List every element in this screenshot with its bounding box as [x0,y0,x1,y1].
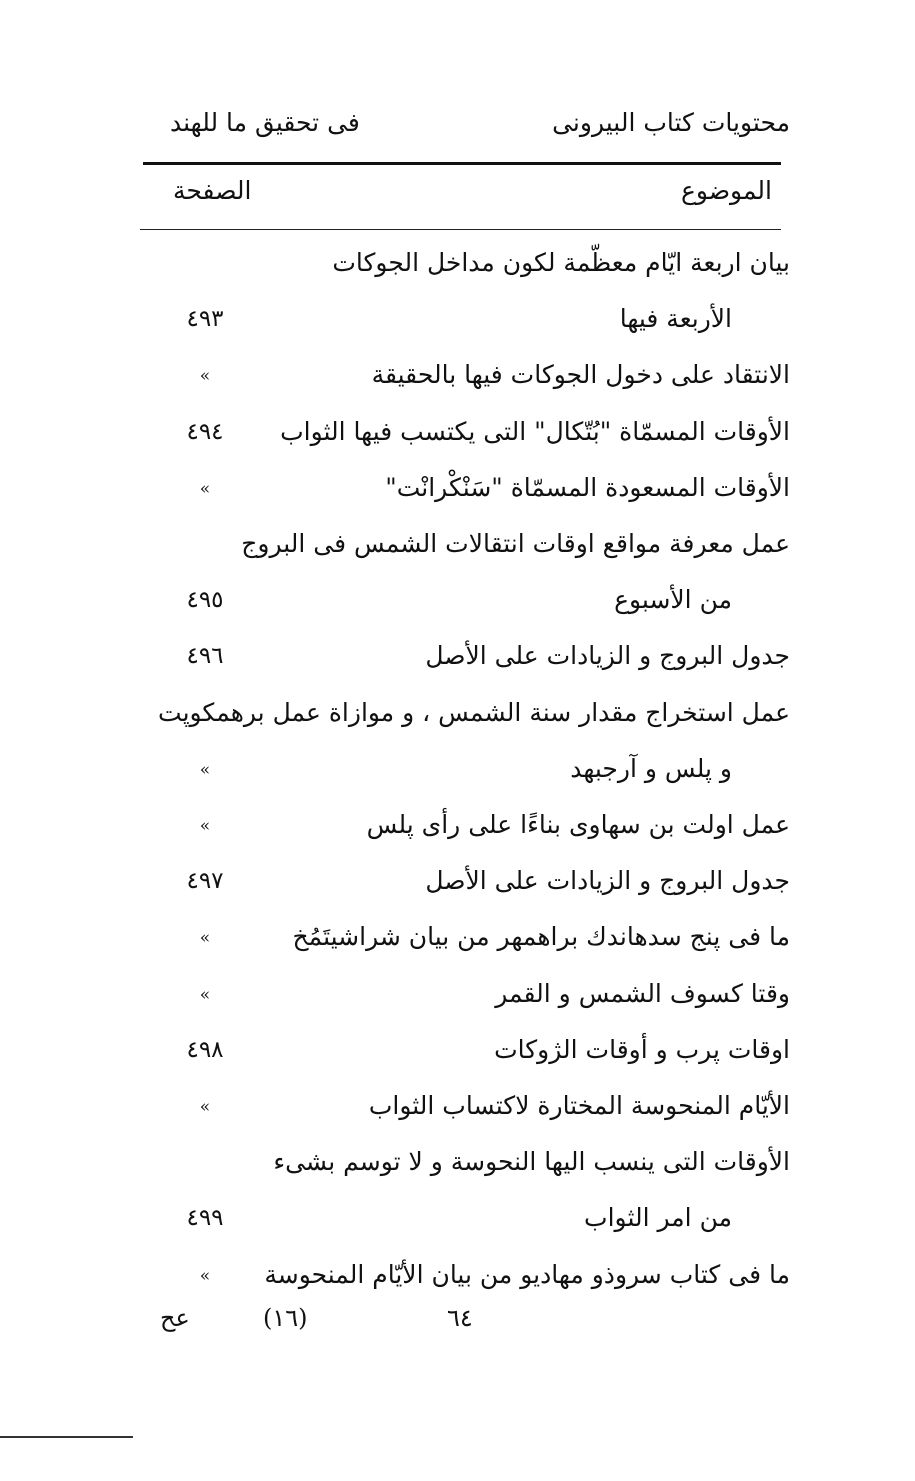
entry-topic-text: الأوقات المسعودة المسمّاة "سَنْكْرانْت" [385,472,790,502]
contents-entry [150,746,790,802]
entry-page-number: » [199,366,211,387]
entry-topic-text: عمل اولت بن سهاوی بناءًا علی رأی پلس [366,810,790,839]
entry-topic-text: و پلس و آرجبهد [570,753,732,783]
running-head-subtitle: فی تحقیق ما للهند [170,108,360,137]
contents-entry [150,1252,790,1308]
sheet-number: (١٦) [263,1304,308,1332]
contents-entry [150,1139,790,1195]
contents-entry [150,690,790,746]
column-header-rule [140,229,781,230]
entry-topic-text: الأوقات التی ینسب الیها النحوسة و لا توسم بشیء [273,1147,790,1177]
header-rule [143,162,781,165]
entry-page-number: ٤٩٧ [186,868,224,895]
page-edge-line [0,1436,133,1438]
entry-topic-text: عمل استخراج مقدار سنة الشمس ، و موازاة عمل برهمكوپت [158,697,790,727]
page-footer [145,1304,485,1344]
entry-topic-text: جدول البروج و الزیادات علی الأصل [425,866,790,896]
contents-entry [150,296,790,352]
contents-entry [150,1083,790,1139]
contents-entry [150,521,790,577]
entry-page-number: » [199,816,211,836]
contents-entry [150,858,790,914]
entry-page-number: ٤٩٤ [186,418,224,445]
entry-page-number: » [199,928,211,949]
entry-topic-text: الانتقاد علی دخول الجوكات فیها بالحقیقة [371,360,790,390]
page-number: ٦٤ [447,1304,473,1332]
column-header-page: الصفحة [173,176,252,205]
entry-topic-text: من امر الثواب [584,1203,732,1233]
entry-topic-text: اوقات پرب و أوقات الژوكات [494,1034,790,1064]
contents-entry [150,240,790,296]
contents-entry [150,802,790,858]
contents-entry [150,1195,790,1251]
running-head [145,108,790,148]
contents-entry [150,971,790,1027]
entry-page-number: » [199,984,211,1005]
entry-topic-text: عمل معرفة مواقع اوقات انتقالات الشمس فی البروج [241,529,790,558]
entry-page-number: » [199,1097,211,1117]
contents-entry [150,914,790,970]
entry-topic-text: جدول البروج و الزیادات علی الأصل [425,641,790,671]
entry-topic-text: ما فی پنج سدهاندك براهمهر من بیان شراشیتَمُخ [292,922,790,952]
entry-topic-text: من الأسبوع [614,585,732,615]
entry-topic-text: الأوقات المسمّاة "بُتّكال" التی یكتسب فیها الثواب [280,416,790,446]
contents-entry [150,409,790,465]
signature-mark: عح [160,1304,190,1332]
entry-topic-text: وقتا كسوف الشمس و القمر [495,978,790,1008]
entry-page-number: » [199,759,211,780]
running-head-book-title: محتویات کتاب البیرونی [552,108,790,137]
contents-entry [150,577,790,633]
entry-page-number: ٤٩٥ [186,587,224,614]
entry-topic-text: الأربعة فیها [619,304,732,334]
entry-page-number: ٤٩٨ [186,1036,224,1063]
entry-page-number: ٤٩٣ [186,306,224,333]
entry-page-number: ٤٩٦ [186,643,224,670]
contents-entry [150,633,790,689]
contents-entry [150,465,790,521]
entry-topic-text: الأیّام المنحوسة المختارة لاكتساب الثواب [368,1091,790,1120]
column-header-topic: الموضوع [681,176,772,205]
entry-page-number: » [199,1265,211,1286]
entry-page-number: ٤٩٩ [186,1205,224,1232]
contents-entry [150,1027,790,1083]
entry-topic-text: بیان اربعة ایّام معظّمة لكون مداخل الجوكات [332,248,790,277]
contents-entry [150,352,790,408]
entry-page-number: » [199,478,211,499]
entry-topic-text: ما فی كتاب سروذو مهادیو من بیان الأیّام المنحوسة [264,1259,790,1289]
